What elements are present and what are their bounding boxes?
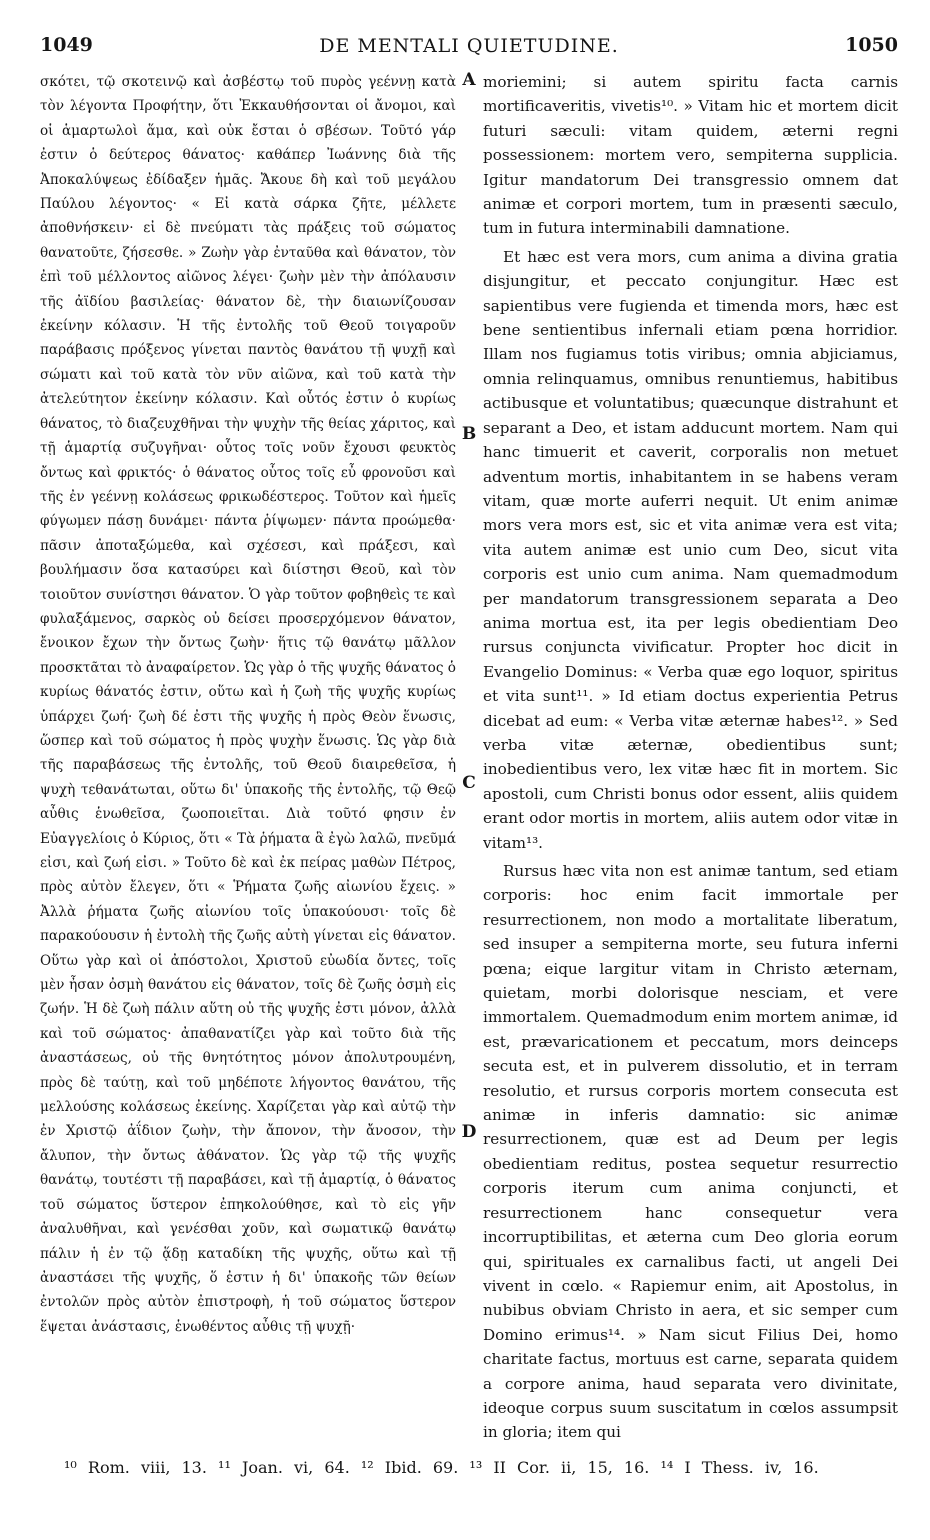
margin-letter-d: D (461, 1122, 477, 1142)
latin-paragraph: moriemini; si autem spiritu facta carnis mortificaveritis, vivetis¹⁰. » Vitam hic et mortem dicit futuri sæculi: vitam quidem, æterni regni possessionem: mortem vero, sempiterna supplicia. Igitur mandatorum Dei transgressio omnem dat animæ et corpori mortem, tum in præsenti sæculo, tum in futura interminabili damnatione. (483, 73, 898, 238)
margin-letter-a: A (462, 70, 476, 90)
right-page-number: 1050 (845, 34, 898, 56)
margin-letter-c: C (462, 773, 476, 793)
greek-text-column (40, 70, 456, 1445)
greek-paragraph: σκότει, τῷ σκοτεινῷ καὶ ἀσβέστῳ τοῦ πυρὸς γεέννῃ κατὰ τὸν λέγοντα Προφήτην, ὅτι Ἐκκαυθήσονται οἱ ἄνομοι, καὶ οἱ ἁμαρτωλοὶ ἅμα, καὶ οὐκ ἔσται ὁ σβέσων. Τοῦτό γάρ ἐστιν ὁ δεύτερος θάνατος· καθάπερ Ἰωάννης διὰ τῆς Ἀποκαλύψεως ἐδίδαξεν ἡμᾶς. Ἄκουε δὴ καὶ τοῦ μεγάλου Παύλου λέγοντος· « Εἰ κατὰ σάρκα ζῆτε, μέλλετε ἀποθνήσκειν· εἰ δὲ πνεύματι τὰς πράξεις τοῦ σώματος θανατοῦτε, ζήσεσθε. » Ζωὴν γὰρ ἐνταῦθα καὶ θάνατον, τὸν ἐπὶ τοῦ μέλλοντος αἰῶνος λέγει· ζωὴν μὲν τὴν ἀπόλαυσιν τῆς ἀϊδίου βασιλείας· θάνατον δὲ, τὴν διαιωνίζουσαν ἐκείνην κόλασιν. Ἡ τῆς ἐντολῆς τοῦ Θεοῦ τοιγαροῦν παράβασις πρόξενος γίνεται παντὸς θανάτου τῇ ψυχῇ καὶ σώματι καὶ τοῦ κατὰ τὸν νῦν αἰῶνα, καὶ τοῦ κατὰ τὴν ἀτελεύτητον ἐκείνην κόλασιν. Καὶ οὗτός ἐστιν ὁ κυρίως θάνατος, τὸ διαζευχθῆναι τὴν ψυχὴν τῆς θείας χάριτος, καὶ τῇ ἁμαρτίᾳ συζυγῆναι· οὗτος τοῖς νοῦν ἔχουσι φευκτὸς ὄντως καὶ φρικτός· ὁ θάνατος οὗτος τοῖς εὖ φρονοῦσι καὶ τῆς ἐν γεέννῃ κολάσεως φρικωδέστερος. Τοῦτον καὶ ἡμεῖς φύγωμεν πάσῃ δυνάμει· πάντα ῥίψωμεν· πάντα προώμεθα· πᾶσιν ἀποταξώμεθα, καὶ σχέσεσι, καὶ πράξεσι, καὶ βουλήμασιν ὅσα κατασύρει καὶ διίστησι Θεοῦ, καὶ τὸν τοιοῦτον συνίστησι θάνατον. Ὁ γὰρ τοῦτον φοβηθεὶς τε καὶ φυλαξάμενος, σαρκὸς οὐ δείσει προσερχόμενον θάνατον, ἔνοικον ἔχων τὴν ὄντως ζωὴν· ἥτις τῷ θανάτῳ μᾶλλον προσκτᾶται τὸ ἀναφαίρετον. Ὡς γὰρ ὁ τῆς ψυχῆς θάνατος ὁ κυρίως θάνατός ἐστιν, οὕτω καὶ ἡ ζωὴ τῆς ψυχῆς κυρίως ὑπάρχει ζωή· ζωὴ δέ ἐστι τῆς ψυχῆς ἡ πρὸς Θεὸν ἕνωσις, ὥσπερ καὶ τοῦ σώματος ἡ πρὸς ψυχὴν ἕνωσις. Ὡς γὰρ διὰ τῆς παραβάσεως τῆς ἐντολῆς, τοῦ Θεοῦ διαιρεθεῖσα, ἡ ψυχὴ τεθανάτωται, οὕτω δι' ὑπακοῆς τῆς ἐντολῆς, τῷ Θεῷ αὖθις ἑνωθεῖσα, ζωοποιεῖται. Διὰ τοῦτό φησιν ἐν Εὐαγγελίοις ὁ Κύριος, ὅτι « Τὰ ῥήματα ἃ ἐγὼ λαλῶ, πνεῦμά εἰσι, καὶ ζωή εἰσι. » Τοῦτο δὲ καὶ ἐκ πείρας μαθὼν Πέτρος, πρὸς αὐτὸν ἔλεγεν, ὅτι « Ῥήματα ζωῆς αἰωνίου ἔχεις. » Ἀλλὰ ῥήματα ζωῆς αἰωνίου τοῖς ὑπακούουσι· τοῖς δὲ παρακούουσιν ἡ ἐντολὴ τῆς ζωῆς αὐτὴ γίνεται εἰς θάνατον. Οὕτω γὰρ καὶ οἱ ἀπόστολοι, Χριστοῦ εὐωδία ὄντες, τοῖς μὲν ἦσαν ὀσμὴ θανάτου εἰς θάνατον, τοῖς δὲ ζωῆς ὀσμὴ εἰς ζωήν. Ἡ δὲ ζωὴ πάλιν αὕτη οὐ τῆς ψυχῆς ἐστι μόνον, ἀλλὰ καὶ τοῦ σώματος· ἀπαθανατίζει γὰρ καὶ τοῦτο διὰ τῆς ἀναστάσεως, οὐ τῆς θνητότητος μόνον ἀπολυτρουμένη, πρὸς δὲ ταύτῃ, καὶ τοῦ μηδέποτε λήγοντος θανάτου, τῆς μελλούσης κολάσεως ἐκείνης. Χαρίζεται γὰρ καὶ αὐτῷ τὴν ἐν Χριστῷ ἀΐδιον ζωὴν, τὴν ἄπονον, τὴν ἄνοσον, τὴν ἄλυπον, τὴν ὄντως ἀθάνατον. Ὡς γὰρ τῷ τῆς ψυχῆς θανάτῳ, τουτέστι τῇ παραβάσει, καὶ τῇ ἁμαρτίᾳ, ὁ θάνατος τοῦ σώματος ὕστερον ἐπηκολούθησε, καὶ τὸ εἰς γῆν ἀναλυθῆναι, καὶ γενέσθαι χοῦν, καὶ σωματικῷ θανάτῳ πάλιν ἡ ἐν τῷ ᾅδῃ καταδίκη τῆς ψυχῆς, οὕτω καὶ τῇ ἀναστάσει τῆς ψυχῆς, ὅ ἐστιν ἡ δι' ὑπακοῆς τῶν θείων ἐντολῶν πρὸς αὐτὸν ἐπιστροφὴ, ἡ τοῦ σώματος ὕστερον ἕψεται ἀνάστασις, ἑνωθέντος αὖθις τῇ ψυχῇ· (40, 74, 456, 1335)
running-head (40, 34, 898, 60)
latin-text-column (483, 70, 898, 1445)
latin-paragraph: Et hæc est vera mors, cum anima a divina gratia disjungitur, et peccato conjungitur. Hæc est sapientibus vere fugienda et timenda mors, hæc est bene sentientibus infernali etiam pœna horridior. Illam nos fugiamus totis viribus; omnia abjiciamus, omnia relinquamus, omnibus renuntiemus, habitibus actibusque et voluntatibus; quæcunque distrahunt et separant a Deo, et istam adducunt mortem. Nam qui hanc timuerit et caverit, corporalis non metuet adventum mortis, inhabitantem in se habens veram vitam, quæ morte auferri nequit. Ut enim animæ mors vera mors est, sic et vita animæ vera est vita; vita autem animæ est unio cum Deo, sicut vita corporis est unio cum anima. Nam quemadmodum per mandatorum transgressionem separata a Deo anima mortua est, ita per legis obedientiam Deo rursus conjuncta vivificatur. Propter hoc dicit in Evangelio Dominus: « Verba quæ ego loquor, spiritus et vita sunt¹¹. » Id etiam doctus experientia Petrus dicebat ad eum: « Verba vitæ æternæ habes¹². » Sed verba vitæ æternæ, obedientibus sunt; inobedientibus vero, lex vitæ hæc fit in mortem. Sic apostoli, cum Christi bonus odor essent, aliis quidem erant odor mortis in mortem, aliis autem odor vitæ in vitam¹³. (483, 247, 898, 852)
left-page-number: 1049 (40, 34, 93, 56)
footnotes: ¹⁰ Rom. viii, 13. ¹¹ Joan. vi, 64. ¹² Ibid. 69. ¹³ II Cor. ii, 15, 16. ¹⁴ I Thess. iv, 16. (64, 1458, 819, 1477)
margin-letter-b: B (461, 424, 477, 444)
running-title: DE MENTALI QUIETUDINE. (319, 35, 619, 57)
latin-paragraph: Rursus hæc vita non est animæ tantum, sed etiam corporis: hoc enim facit immortale per resurrectionem, non modo a mortalitate liberatum, sed insuper a sempiterna morte, seu futura inferni pœna; eique largitur vitam in Christo æternam, quietam, morbi dolorisque nesciam, et vere immortalem. Quemadmodum enim mortem animæ, id est, prævaricationem et peccatum, mors deinceps secuta est, et in pulverem dissolutio, et in terram resolutio, et rursus corporis mortem consecuta est animæ in inferis damnatio: sic animæ resurrectionem, quæ est ad Deum per legis obedientiam reditus, postea sequetur resurrectio corporis iterum cum anima conjuncti, et resurrectionem hanc consequetur vera incorruptibilitas, et æterna cum Deo gloria eorum qui, spirituales ex carnalibus facti, ut angeli Dei vivent in cœlo. « Rapiemur enim, ait Apostolus, in nubibus obviam Christo in aera, et sic semper cum Domino erimus¹⁴. » Nam sicut Filius Dei, homo charitate factus, mortuus est carne, separata quidem a corpore anima, haud separata vero divinitate, ideoque corpus suum suscitatum in cœlos assumpsit in gloria; item qui (483, 862, 898, 1442)
